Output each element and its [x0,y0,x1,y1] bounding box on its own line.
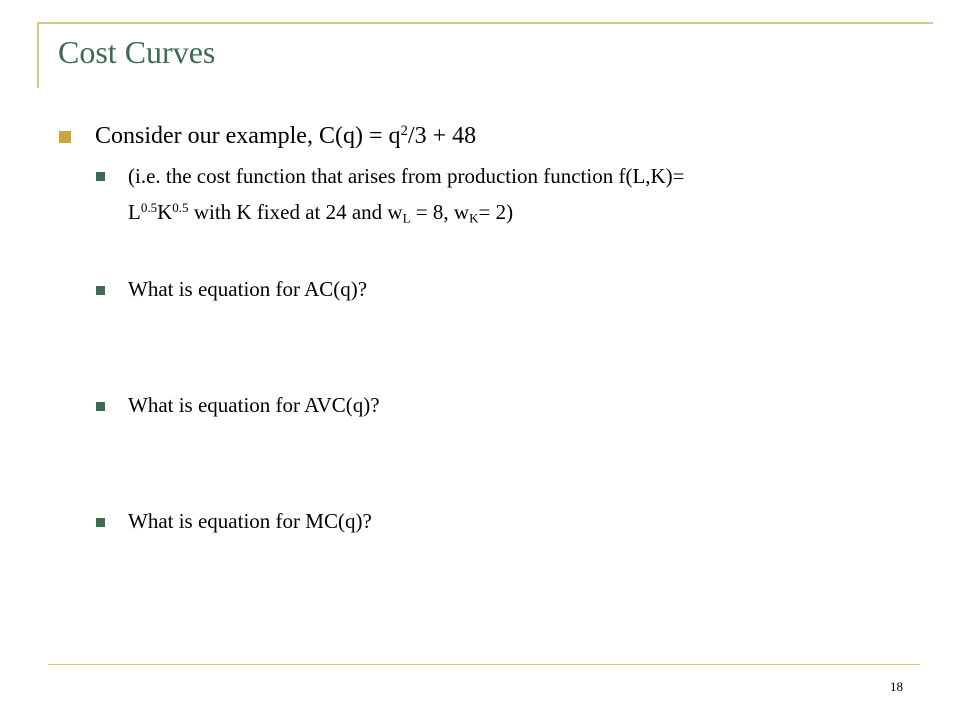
question-ac: What is equation for AC(q)? [128,277,368,301]
frame-top-line [37,22,933,24]
sub-bullet-marker [96,518,105,527]
bullet-cost-function: Consider our example, $C(q) = q^2/3 + 48$ [95,122,477,149]
note-line-2: $L^{0.5}K^{0.5}$ with K fixed at 24 and $w_L = 8$, $w_K= 2$) [128,199,514,226]
page-number: 18 [890,679,903,694]
bullet-marker [59,131,71,143]
frame-vertical-line [37,22,39,88]
sub-bullet-marker [96,402,105,411]
sub-bullet-marker [96,172,105,181]
footer-divider [48,664,920,665]
note-line-1: (i.e. the cost function that arises from production function f(L,K)= [128,164,685,188]
sub-bullet-marker [96,286,105,295]
slide-title: Cost Curves [58,34,216,70]
question-avc: What is equation for AVC(q)? [128,393,380,417]
question-mc: What is equation for MC(q)? [128,509,372,533]
